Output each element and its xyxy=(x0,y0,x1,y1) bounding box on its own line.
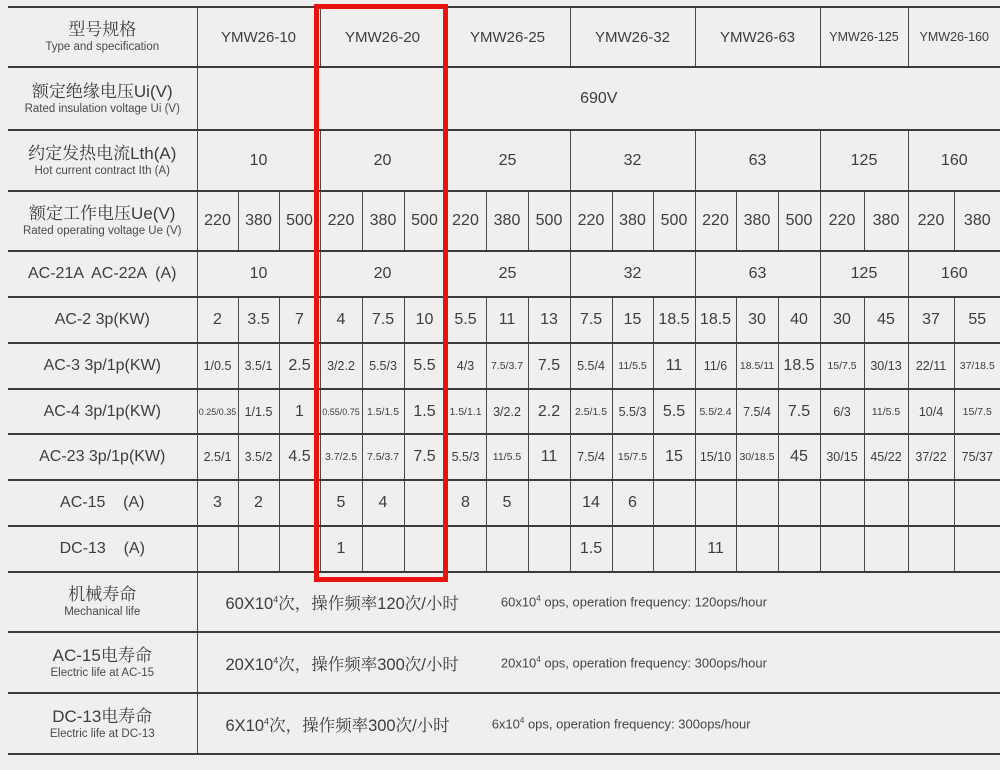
value-cell-dc13-1-1 xyxy=(362,526,404,572)
row-label-en: Hot current contract Ith (A) xyxy=(34,164,170,177)
table-row-ac3 xyxy=(8,343,1000,389)
value-cell-ac23-0-2: 4.5 xyxy=(279,434,320,480)
row-label-en: Electric life at DC-13 xyxy=(49,727,155,740)
value-cell-ac23-2-1: 11/5.5 xyxy=(486,434,528,480)
value-cell-dc13-5-1 xyxy=(864,526,908,572)
table-row-ac2 xyxy=(8,297,1000,343)
row-label xyxy=(8,251,197,297)
value-cell-dc13-6-0 xyxy=(908,526,954,572)
value-cell-ac3-4-1: 18.5/11 xyxy=(736,343,778,389)
value-cell-dc13-4-2 xyxy=(778,526,820,572)
value-cell-dc13-3-0: 1.5 xyxy=(570,526,612,572)
value-cell-ac23-2-2: 11 xyxy=(528,434,570,480)
table-row-ac15 xyxy=(8,480,1000,526)
value-cell-ac23-0-1: 3.5/2 xyxy=(238,434,279,480)
value-cell-ac3-6-1: 37/18.5 xyxy=(954,343,1000,389)
value-cell-ue-3-0: 220 xyxy=(570,191,612,251)
value-cell-ue-0-1: 380 xyxy=(238,191,279,251)
life-cell-electric-life-ac15 xyxy=(197,632,1000,693)
value-cell-ac15-2-0: 8 xyxy=(445,480,486,526)
value-cell-ac23-2-0: 5.5/3 xyxy=(445,434,486,480)
row-label xyxy=(8,572,197,632)
row-label xyxy=(8,526,197,572)
life-zh-base: 20X10 xyxy=(225,655,274,674)
value-cell-ac15-5-0 xyxy=(820,480,864,526)
value-cell-ue-4-0: 220 xyxy=(695,191,736,251)
row-label xyxy=(8,480,197,526)
life-zh-rest: 次，操作频率300次/小时 xyxy=(278,655,459,674)
model-header-ymw26-63: YMW26-63 xyxy=(695,7,820,67)
value-cell-ac21-ac22-3: 32 xyxy=(570,251,695,297)
life-en-rest: ops, operation frequency: 300ops/hour xyxy=(540,655,767,671)
value-cell-ac3-1-0: 3/2.2 xyxy=(320,343,362,389)
value-cell-ue-3-1: 380 xyxy=(612,191,653,251)
value-cell-dc13-4-0: 11 xyxy=(695,526,736,572)
row-label-text: AC-23 3p/1p(KW) xyxy=(39,448,166,465)
value-cell-dc13-5-0 xyxy=(820,526,864,572)
value-cell-ue-5-0: 220 xyxy=(820,191,864,251)
life-zh-sup: 4 xyxy=(273,655,279,665)
value-cell-ac21-ac22-1: 20 xyxy=(320,251,445,297)
value-cell-ac3-3-0: 5.5/4 xyxy=(570,343,612,389)
life-cell-mechanical-life xyxy=(197,572,1000,632)
table-row-electric-life-dc13 xyxy=(8,693,1000,754)
row-label xyxy=(8,130,197,191)
value-cell-ac4-1-2: 1.5 xyxy=(404,389,445,434)
value-cell-ac23-6-0: 37/22 xyxy=(908,434,954,480)
value-cell-ac15-2-1: 5 xyxy=(486,480,528,526)
row-label-text: AC-2 3p(KW) xyxy=(54,311,150,328)
life-spec-en xyxy=(492,716,751,731)
value-cell-ac15-5-1 xyxy=(864,480,908,526)
value-cell-ac4-1-0: 0.55/0.75 xyxy=(320,389,362,434)
value-cell-ue-6-0: 220 xyxy=(908,191,954,251)
value-cell-ac15-1-2 xyxy=(404,480,445,526)
model-header-ymw26-32: YMW26-32 xyxy=(570,7,695,67)
value-cell-ue-0-0: 220 xyxy=(197,191,238,251)
life-en-rest: ops, operation frequency: 300ops/hour xyxy=(524,716,751,732)
life-spec-en xyxy=(501,594,767,609)
value-cell-ac23-1-0: 3.7/2.5 xyxy=(320,434,362,480)
value-cell-ith-0: 10 xyxy=(197,130,320,191)
value-cell-ith-2: 25 xyxy=(445,130,570,191)
value-cell-ith-3: 32 xyxy=(570,130,695,191)
row-label-zh: 约定发热电流Lth(A) xyxy=(28,143,177,163)
value-cell-dc13-0-0 xyxy=(197,526,238,572)
value-cell-ac15-1-0: 5 xyxy=(320,480,362,526)
row-label xyxy=(8,343,197,389)
value-cell-ac15-0-1: 2 xyxy=(238,480,279,526)
life-line xyxy=(198,712,1000,736)
life-zh-base: 6X10 xyxy=(225,716,265,735)
value-cell-ac2-6-1: 55 xyxy=(954,297,1000,343)
life-en-sup: 4 xyxy=(519,715,525,725)
value-cell-ac2-5-0: 30 xyxy=(820,297,864,343)
value-cell-ac4-2-0: 1.5/1.1 xyxy=(445,389,486,434)
table-row-ac23 xyxy=(8,434,1000,480)
life-en-sup: 4 xyxy=(536,654,541,664)
row-label-en: Mechanical life xyxy=(64,606,141,619)
value-cell-ac23-4-0: 15/10 xyxy=(695,434,736,480)
value-cell-ac2-1-0: 4 xyxy=(320,297,362,343)
spec-table xyxy=(8,6,1000,755)
value-cell-ac2-0-0: 2 xyxy=(197,297,238,343)
table-row-electric-life-ac15 xyxy=(8,632,1000,693)
row-label-zh: DC-13电寿命 xyxy=(52,706,153,726)
value-cell-ue-1-0: 220 xyxy=(320,191,362,251)
value-cell-ue-6-1: 380 xyxy=(954,191,1000,251)
value-cell-ue-5-1: 380 xyxy=(864,191,908,251)
table-row-ui xyxy=(8,67,1000,130)
value-cell-ac23-1-1: 7.5/3.7 xyxy=(362,434,404,480)
row-label-zh: 机械寿命 xyxy=(68,585,137,605)
life-spec-zh xyxy=(226,651,459,675)
value-cell-ac15-6-1 xyxy=(954,480,1000,526)
row-label xyxy=(8,297,197,343)
value-cell-ue-2-0: 220 xyxy=(445,191,486,251)
value-cell-ith-1: 20 xyxy=(320,130,445,191)
value-cell-ac3-5-1: 30/13 xyxy=(864,343,908,389)
value-cell-ac3-1-1: 5.5/3 xyxy=(362,343,404,389)
value-cell-ac4-0-2: 1 xyxy=(279,389,320,434)
value-cell-ac3-2-2: 7.5 xyxy=(528,343,570,389)
value-cell-ac2-3-2: 18.5 xyxy=(653,297,695,343)
row-label-en: Type and specification xyxy=(45,41,160,54)
row-label-text: AC-3 3p/1p(KW) xyxy=(43,357,161,374)
value-cell-ac2-3-1: 15 xyxy=(612,297,653,343)
value-cell-ac3-1-2: 5.5 xyxy=(404,343,445,389)
value-cell-ac15-6-0 xyxy=(908,480,954,526)
value-cell-ac3-5-0: 15/7.5 xyxy=(820,343,864,389)
value-cell-ac4-3-0: 2.5/1.5 xyxy=(570,389,612,434)
value-cell-ac4-2-2: 2.2 xyxy=(528,389,570,434)
value-cell-ac21-ac22-5: 125 xyxy=(820,251,908,297)
table-row-ac4 xyxy=(8,389,1000,434)
table-row-mechanical-life xyxy=(8,572,1000,632)
value-cell-ac23-0-0: 2.5/1 xyxy=(197,434,238,480)
model-header-ymw26-160: YMW26-160 xyxy=(908,7,1000,67)
value-cell-ac3-2-1: 7.5/3.7 xyxy=(486,343,528,389)
value-cell-ac2-5-1: 45 xyxy=(864,297,908,343)
value-cell-ac4-5-0: 6/3 xyxy=(820,389,864,434)
life-zh-sup: 4 xyxy=(273,594,279,605)
value-cell-ac15-4-2 xyxy=(778,480,820,526)
value-cell-ac15-2-2 xyxy=(528,480,570,526)
value-cell-ac21-ac22-6: 160 xyxy=(908,251,1000,297)
value-cell-ac4-6-0: 10/4 xyxy=(908,389,954,434)
value-cell-ac2-1-2: 10 xyxy=(404,297,445,343)
value-cell-ac4-2-1: 3/2.2 xyxy=(486,389,528,434)
value-cell-ac2-0-1: 3.5 xyxy=(238,297,279,343)
row-label-en: Rated operating voltage Ue (V) xyxy=(22,225,182,238)
value-cell-ac2-4-0: 18.5 xyxy=(695,297,736,343)
value-cell-ac15-1-1: 4 xyxy=(362,480,404,526)
life-line xyxy=(198,590,1000,614)
value-cell-ue-2-1: 380 xyxy=(486,191,528,251)
value-cell-ac23-3-2: 15 xyxy=(653,434,695,480)
row-label-text: DC-13 (A) xyxy=(59,540,145,557)
value-cell-ac15-0-2 xyxy=(279,480,320,526)
life-zh-rest: 次，操作频率120次/小时 xyxy=(278,595,459,613)
value-cell-ac2-4-2: 40 xyxy=(778,297,820,343)
row-label-en: Rated insulation voltage Ui (V) xyxy=(24,102,180,115)
value-cell-ac4-6-1: 15/7.5 xyxy=(954,389,1000,434)
model-header-ymw26-10: YMW26-10 xyxy=(197,7,320,67)
value-cell-dc13-3-2 xyxy=(653,526,695,572)
value-cell-ac23-6-1: 75/37 xyxy=(954,434,1000,480)
value-cell-dc13-6-1 xyxy=(954,526,1000,572)
model-header-ymw26-20: YMW26-20 xyxy=(320,7,445,67)
value-cell-ac21-ac22-2: 25 xyxy=(445,251,570,297)
value-cell-ac4-4-0: 5.5/2.4 xyxy=(695,389,736,434)
value-cell-ac2-2-1: 11 xyxy=(486,297,528,343)
value-cell-ac4-3-2: 5.5 xyxy=(653,389,695,434)
life-spec-en xyxy=(501,655,767,670)
life-cell-electric-life-dc13 xyxy=(197,693,1000,754)
value-cell-ac15-4-1 xyxy=(736,480,778,526)
row-label xyxy=(8,191,197,251)
value-cell-ac15-3-1: 6 xyxy=(612,480,653,526)
value-cell-ac3-3-2: 11 xyxy=(653,343,695,389)
value-cell-ui: 690V xyxy=(197,67,1000,130)
value-cell-ac4-0-1: 1/1.5 xyxy=(238,389,279,434)
table-row-ac21-ac22 xyxy=(8,251,1000,297)
value-cell-ac3-2-0: 4/3 xyxy=(445,343,486,389)
row-label-text: AC-15 (A) xyxy=(60,494,145,511)
value-cell-ac3-0-2: 2.5 xyxy=(279,343,320,389)
value-cell-ac23-3-1: 15/7.5 xyxy=(612,434,653,480)
value-cell-ac3-3-1: 11/5.5 xyxy=(612,343,653,389)
value-cell-ac3-6-0: 22/11 xyxy=(908,343,954,389)
row-label xyxy=(8,67,197,130)
life-en-base: 60x10 xyxy=(500,594,537,610)
value-cell-ac3-4-2: 18.5 xyxy=(778,343,820,389)
value-cell-ue-3-2: 500 xyxy=(653,191,695,251)
value-cell-ac4-3-1: 5.5/3 xyxy=(612,389,653,434)
life-en-rest: ops, operation frequency: 120ops/hour xyxy=(540,594,767,610)
life-en-sup: 4 xyxy=(536,594,541,604)
value-cell-ac23-1-2: 7.5 xyxy=(404,434,445,480)
value-cell-dc13-2-0 xyxy=(445,526,486,572)
value-cell-ac23-3-0: 7.5/4 xyxy=(570,434,612,480)
value-cell-ac4-4-1: 7.5/4 xyxy=(736,389,778,434)
value-cell-ac3-4-0: 11/6 xyxy=(695,343,736,389)
row-label xyxy=(8,7,197,67)
value-cell-ue-0-2: 500 xyxy=(279,191,320,251)
value-cell-ac3-0-0: 1/0.5 xyxy=(197,343,238,389)
value-cell-ac21-ac22-0: 10 xyxy=(197,251,320,297)
value-cell-dc13-3-1 xyxy=(612,526,653,572)
value-cell-ac21-ac22-4: 63 xyxy=(695,251,820,297)
value-cell-ac2-6-0: 37 xyxy=(908,297,954,343)
value-cell-ac15-3-2 xyxy=(653,480,695,526)
model-header-ymw26-125: YMW26-125 xyxy=(820,7,908,67)
row-label-zh: 额定工作电压Ue(V) xyxy=(29,204,176,224)
value-cell-dc13-2-1 xyxy=(486,526,528,572)
value-cell-ac2-0-2: 7 xyxy=(279,297,320,343)
table-row-dc13 xyxy=(8,526,1000,572)
value-cell-ith-5: 125 xyxy=(820,130,908,191)
model-header-ymw26-25: YMW26-25 xyxy=(445,7,570,67)
life-zh-rest: 次，操作频率300次/小时 xyxy=(269,716,450,735)
value-cell-ac4-0-0: 0.25/0.35 xyxy=(197,389,238,434)
value-cell-dc13-1-0: 1 xyxy=(320,526,362,572)
value-cell-ue-4-1: 380 xyxy=(736,191,778,251)
value-cell-ue-4-2: 500 xyxy=(778,191,820,251)
value-cell-ac23-5-1: 45/22 xyxy=(864,434,908,480)
life-spec-zh xyxy=(226,590,459,614)
row-label-en: Electric life at AC-15 xyxy=(50,666,155,679)
value-cell-ac2-2-0: 5.5 xyxy=(445,297,486,343)
row-label xyxy=(8,693,197,754)
value-cell-ac15-4-0 xyxy=(695,480,736,526)
value-cell-dc13-0-1 xyxy=(238,526,279,572)
value-cell-ac4-5-1: 11/5.5 xyxy=(864,389,908,434)
value-cell-ac2-3-0: 7.5 xyxy=(570,297,612,343)
value-cell-ac2-2-2: 13 xyxy=(528,297,570,343)
value-cell-ac23-5-0: 30/15 xyxy=(820,434,864,480)
table-row-ue xyxy=(8,191,1000,251)
value-cell-dc13-4-1 xyxy=(736,526,778,572)
value-cell-ac15-0-0: 3 xyxy=(197,480,238,526)
row-label-zh: 型号规格 xyxy=(68,20,137,40)
life-zh-sup: 4 xyxy=(264,716,270,726)
life-line xyxy=(198,651,1000,675)
row-label-text: AC-21A AC-22A (A) xyxy=(27,265,177,282)
row-label-zh: 额定绝缘电压Ui(V) xyxy=(31,81,173,101)
row-label-text: AC-4 3p/1p(KW) xyxy=(43,402,161,420)
life-zh-base: 60X10 xyxy=(225,595,274,613)
row-label xyxy=(8,632,197,693)
value-cell-ac15-3-0: 14 xyxy=(570,480,612,526)
value-cell-ue-2-2: 500 xyxy=(528,191,570,251)
value-cell-ac23-4-2: 45 xyxy=(778,434,820,480)
value-cell-ac4-4-2: 7.5 xyxy=(778,389,820,434)
life-spec-zh xyxy=(226,712,450,736)
value-cell-ue-1-2: 500 xyxy=(404,191,445,251)
value-cell-ac3-0-1: 3.5/1 xyxy=(238,343,279,389)
table-row-ith xyxy=(8,130,1000,191)
value-cell-ac2-4-1: 30 xyxy=(736,297,778,343)
table-row-header xyxy=(8,7,1000,67)
value-cell-ith-4: 63 xyxy=(695,130,820,191)
life-en-base: 20x10 xyxy=(500,655,537,671)
value-cell-dc13-1-2 xyxy=(404,526,445,572)
row-label-zh: AC-15电寿命 xyxy=(52,645,152,665)
value-cell-ith-6: 160 xyxy=(908,130,1000,191)
value-cell-ac2-1-1: 7.5 xyxy=(362,297,404,343)
value-cell-dc13-0-2 xyxy=(279,526,320,572)
row-label xyxy=(8,389,197,434)
value-cell-ue-1-1: 380 xyxy=(362,191,404,251)
life-en-base: 6x10 xyxy=(491,716,520,732)
value-cell-ac4-1-1: 1.5/1.5 xyxy=(362,389,404,434)
row-label xyxy=(8,434,197,480)
value-cell-ac23-4-1: 30/18.5 xyxy=(736,434,778,480)
value-cell-dc13-2-2 xyxy=(528,526,570,572)
